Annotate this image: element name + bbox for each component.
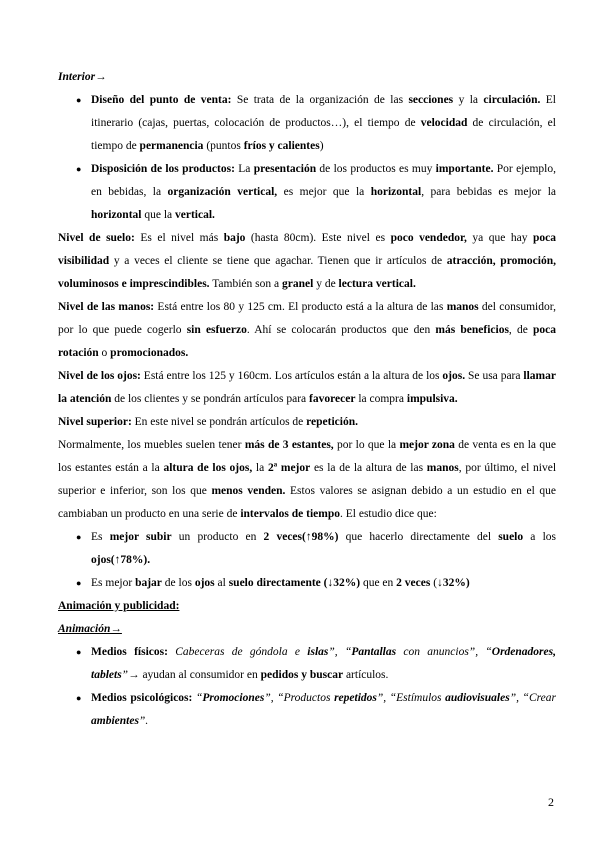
list-item: ● Medios psicológicos: “Promociones”, “Productos repetidos”, “Estímulos audiovisuales”, “Crear ambientes”. (58, 687, 556, 733)
page-content (58, 66, 556, 733)
bullet-icon: ● (76, 532, 82, 542)
list-item: ● Diseño del punto de venta: Se trata de la organización de las secciones y la circulación. El itinerario (cajas, puertas, colocación de productos…), el tiempo de velocidad de circulación, el tiempo de permanencia (puntos fríos y calientes) (58, 89, 556, 158)
list-item: ● Medios físicos: Cabeceras de góndola e islas”, “Pantallas con anuncios”, “Ordenadores, tablets”→ ayudan al consumidor en pedidos y buscar artículos. (58, 641, 556, 687)
interior-heading: Interior→ (58, 71, 107, 83)
animacion-section-title: Animación y publicidad: (58, 600, 180, 612)
bullet-icon: ● (76, 164, 82, 174)
bullet-icon: ● (76, 693, 82, 703)
normalmente-paragraph: Normalmente, los muebles suelen tener más de 3 estantes, por lo que la mejor zona de venta es en la que los estantes están a la altura de los ojos, la 2ª mejor es la de la altura de las manos, por último, el nivel superior e inferior, son los que menos venden. Estos valores se asignan debido a un estudio en el que cambiaban un producto en una serie de intervalos de tiempo. El estudio dice que: (58, 439, 557, 520)
nivel-ojos-paragraph: Nivel de los ojos: Está entre los 125 y 160cm. Los artículos están a la altura de los ojos. Se usa para llamar la atención de los clientes y se pondrán artículos para favorecer la compra impulsiva. (58, 370, 556, 405)
list-item: ● Es mejor subir un producto en 2 veces(↑98%) que hacerlo directamente del suelo a los ojos(↑78%). (58, 526, 556, 572)
page-number: 2 (548, 795, 554, 809)
bullet-icon: ● (76, 95, 82, 105)
list-item: ● Disposición de los productos: La presentación de los productos es muy importante. Por ejemplo, en bebidas, la organización vertical, es mejor que la horizontal, para bebidas es mejor la horizontal que la vertical. (58, 158, 556, 227)
nivel-suelo-paragraph: Nivel de suelo: Es el nivel más bajo (hasta 80cm). Este nivel es poco vendedor, ya que hay poca visibilidad y a veces el cliente se tiene que agachar. Tienen que ir artículos de atracción, promoción, voluminosos e imprescindibles. También son a granel y de lectura vertical. (58, 232, 556, 290)
animacion-list (58, 641, 556, 733)
bullet-icon: ● (76, 647, 82, 657)
nivel-superior-paragraph: Nivel superior: En este nivel se pondrán artículos de repetición. (58, 416, 359, 428)
interior-list (58, 89, 556, 227)
animacion-heading: Animación→ (58, 623, 122, 635)
estudio-list (58, 526, 556, 595)
bullet-icon: ● (76, 578, 82, 588)
nivel-manos-paragraph: Nivel de las manos: Está entre los 80 y 125 cm. El producto está a la altura de las manos del consumidor, por lo que puede cogerlo sin esfuerzo. Ahí se colocarán productos que den más beneficios, de poca rotación o promocionados. (58, 301, 557, 359)
list-item: ● Es mejor bajar de los ojos al suelo directamente (↓32%) que en 2 veces (↓32%) (58, 572, 556, 595)
